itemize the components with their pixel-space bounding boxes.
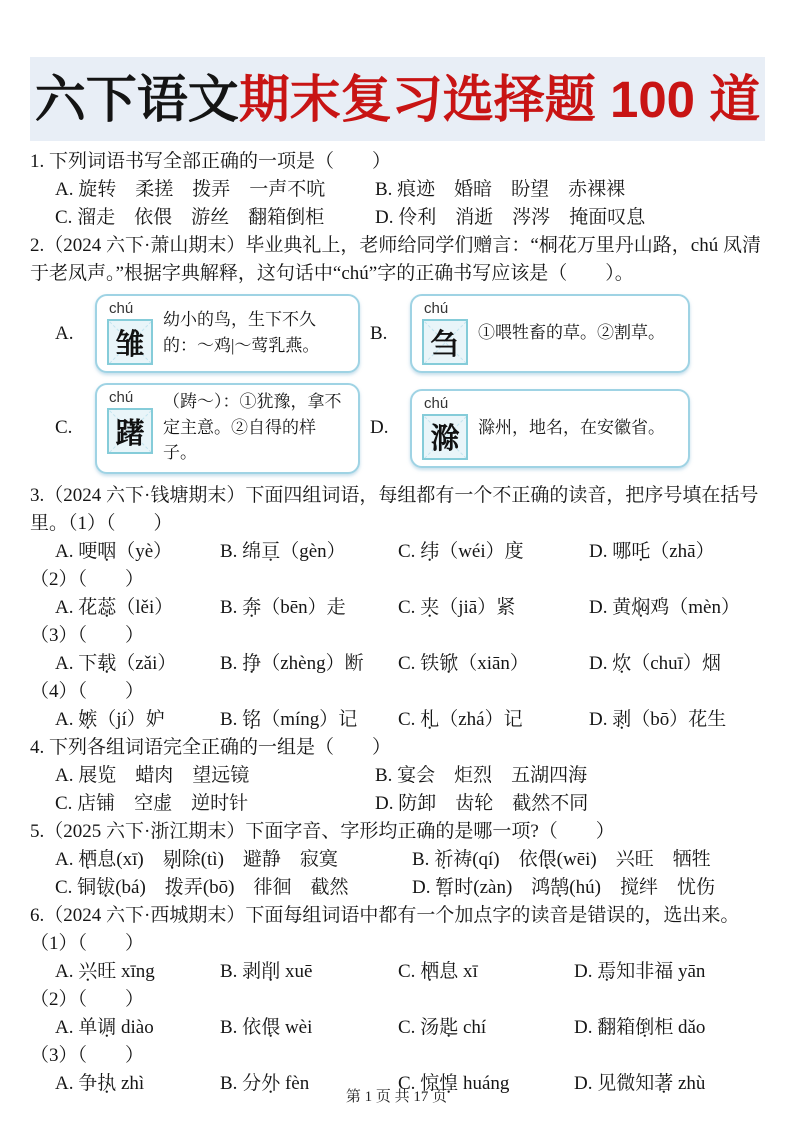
option-c: C. 铁锨（xiān） xyxy=(398,652,529,674)
definition-text: 幼小的鸟，生下不久的：～鸡|～莺乳燕。 xyxy=(163,310,320,355)
option-c: C. 溜走 依偎 游丝 翻箱倒柜 xyxy=(55,207,325,228)
character-box xyxy=(107,408,153,454)
page-number-footer: 第 1 页 共 17 页 xyxy=(345,1089,448,1105)
question-1 xyxy=(30,148,765,232)
dictionary-options xyxy=(30,294,765,474)
option-a: A. 栖息(xī) 剔除(tì) 避静 寂寞 xyxy=(55,848,338,870)
question-2-stem-line-1: 2.（2024 六下·萧山期末）毕业典礼上，老师给同学们赠言：“桐花万里丹山路，chú 凤清 xyxy=(30,235,761,256)
option-d: D. 哪吒（zhā） xyxy=(589,540,715,562)
option-c: C. 店铺 空虚 逆时针 xyxy=(55,792,249,814)
question-3-group-1-options xyxy=(30,538,765,566)
option-c: C. 纬（wéi）度 xyxy=(398,540,524,562)
option-b: B. 分外 fèn xyxy=(220,1072,310,1094)
character-column xyxy=(107,300,153,365)
headword-character: 雏 xyxy=(115,328,145,361)
pinyin-label: chú xyxy=(109,389,134,406)
title-subject: 六下语文 xyxy=(34,70,239,128)
option-c: C. 铜钹(bá) 拨弄(bō) 徘徊 截然 xyxy=(55,876,349,898)
option-b: B. 奔（bēn）走 xyxy=(220,596,346,618)
option-b: B. 铭（míng）记 xyxy=(220,708,358,730)
option-b: B. 依偎 wèi xyxy=(220,1016,313,1038)
question-5-options-row-2 xyxy=(30,874,765,902)
option-a: A. 嫉（jí）妒 xyxy=(55,708,165,730)
pinyin-label: chú xyxy=(424,394,449,412)
dict-option-a xyxy=(55,294,360,373)
definition-text: （踌～）：①犹豫，拿不定主意。②自得的样子。 xyxy=(163,392,342,462)
question-5-stem: 5.（2025 六下·浙江期末）下面字音、字形均正确的是哪一项?（ ） xyxy=(30,820,615,842)
question-5 xyxy=(30,818,765,902)
option-d: D. 焉知非福 yān xyxy=(574,960,706,982)
pinyin-label: chú xyxy=(109,300,134,317)
option-d: D. 剥（bō）花生 xyxy=(589,708,727,730)
definition-text: ①喂牲畜的草。②割草。 xyxy=(478,322,665,342)
option-d: D. 见微知著 zhù xyxy=(574,1072,706,1094)
question-6-group-1-options xyxy=(30,958,765,986)
character-column xyxy=(422,395,468,460)
question-1-stem: 1. 下列词语书写全部正确的一项是（ ） xyxy=(30,151,392,172)
option-d: D. 黄焖鸡（mèn） xyxy=(589,596,740,618)
question-6-stem: 6.（2024 六下·西城期末）下面每组词语中都有一个加点字的读音是错误的，选出来。 xyxy=(30,904,740,926)
question-3-group-3-options xyxy=(30,650,765,678)
dictionary-entry-box xyxy=(95,294,360,373)
option-b: B. 祈祷(qí) 依偎(wēi) 兴旺 牺牲 xyxy=(412,848,711,870)
option-a: A. 花蕊（lěi） xyxy=(55,596,174,618)
headword-character: 躇 xyxy=(115,417,145,450)
option-label: B. xyxy=(370,322,388,344)
option-d: D. 翻箱倒柜 dǎo xyxy=(574,1016,706,1038)
option-b: B. 挣（zhèng）断 xyxy=(220,652,364,674)
question-3-stem-line-2: 里。（1）（ ） xyxy=(30,512,173,534)
option-a: A. 旋转 柔搓 拨弄 一声不吭 xyxy=(55,179,326,200)
option-a: A. 下载（zǎi） xyxy=(55,652,177,674)
question-6-group-2-header: （2）（ ） xyxy=(30,988,145,1010)
question-1-options-row-1 xyxy=(30,176,765,204)
dict-option-d xyxy=(370,383,690,474)
option-a: A. 兴旺 xīng xyxy=(55,960,155,982)
headword-character: 刍 xyxy=(430,328,460,361)
question-3-group-2-header: （2）（ ） xyxy=(30,568,145,590)
question-3-group-3-header: （3）（ ） xyxy=(30,624,145,646)
question-6-group-1-header: （1）（ ） xyxy=(30,932,145,954)
character-column xyxy=(422,300,468,365)
character-box xyxy=(107,319,153,365)
question-3-stem-line-1: 3.（2024 六下·钱塘期末）下面四组词语，每组都有一个不正确的读音，把序号填在括号 xyxy=(30,484,759,506)
question-2-stem-line-2: 于老凤声。”根据字典解释，这句话中“chú”字的正确书写应该是（ ）。 xyxy=(30,263,634,284)
question-4-stem: 4. 下列各组词语完全正确的一组是（ ） xyxy=(30,736,392,758)
question-4-options-row-2 xyxy=(30,790,765,818)
option-a: A. 哽咽（yè） xyxy=(55,540,173,562)
question-3-group-4-header: （4）（ ） xyxy=(30,680,145,702)
character-column xyxy=(107,389,153,454)
option-b: B. 痕迹 婚暗 盼望 赤裸裸 xyxy=(375,179,626,200)
question-2 xyxy=(30,232,765,474)
pinyin-label: chú xyxy=(424,300,449,317)
option-a: A. 争执 zhì xyxy=(55,1072,145,1094)
headword-character: 滁 xyxy=(430,423,460,456)
question-3 xyxy=(30,482,765,734)
option-c: C. 夹（jiā）紧 xyxy=(398,596,516,618)
character-box xyxy=(422,414,468,460)
question-5-options-row-1 xyxy=(30,846,765,874)
option-c: C. 栖息 xī xyxy=(398,960,478,982)
question-4-options-row-1 xyxy=(30,762,765,790)
dictionary-entry-box xyxy=(410,389,690,468)
option-d: D. 炊（chuī）烟 xyxy=(589,652,721,674)
option-a: A. 单调 diào xyxy=(55,1016,154,1038)
option-b: B. 绵亘（gèn） xyxy=(220,540,346,562)
option-label: A. xyxy=(55,322,74,344)
character-box xyxy=(422,319,468,365)
page-title xyxy=(30,57,765,141)
option-c: C. 札（zhá）记 xyxy=(398,708,523,730)
dict-option-c xyxy=(55,383,360,474)
definition-text: 滁州，地名，在安徽省。 xyxy=(478,417,665,437)
question-6 xyxy=(30,902,765,1098)
option-c: C. 汤匙 chí xyxy=(398,1016,487,1038)
option-d: D. 伶利 消逝 涔涔 掩面叹息 xyxy=(375,207,646,228)
option-b: B. 宴会 炬烈 五湖四海 xyxy=(375,764,588,786)
question-6-group-3-header: （3）（ ） xyxy=(30,1044,145,1066)
option-a: A. 展览 蜡肉 望远镜 xyxy=(55,764,250,786)
title-topic: 期末复习选择题 100 道 xyxy=(238,70,761,128)
option-label: C. xyxy=(55,417,73,439)
dictionary-entry-box xyxy=(95,383,360,474)
option-label: D. xyxy=(370,417,389,439)
option-c: C. 惊惶 huáng xyxy=(398,1072,510,1094)
question-3-group-2-options xyxy=(30,594,765,622)
question-1-options-row-2 xyxy=(30,204,765,232)
question-4 xyxy=(30,734,765,818)
question-6-group-2-options xyxy=(30,1014,765,1042)
question-3-group-4-options xyxy=(30,706,765,734)
option-d: D. 防卸 齿轮 截然不同 xyxy=(375,792,589,814)
option-d: D. 暂时(zàn) 鸿鹄(hú) 搅绊 忧伤 xyxy=(412,876,715,898)
option-b: B. 剥削 xuē xyxy=(220,960,313,982)
dictionary-entry-box xyxy=(410,294,690,373)
dict-option-b xyxy=(370,294,690,373)
